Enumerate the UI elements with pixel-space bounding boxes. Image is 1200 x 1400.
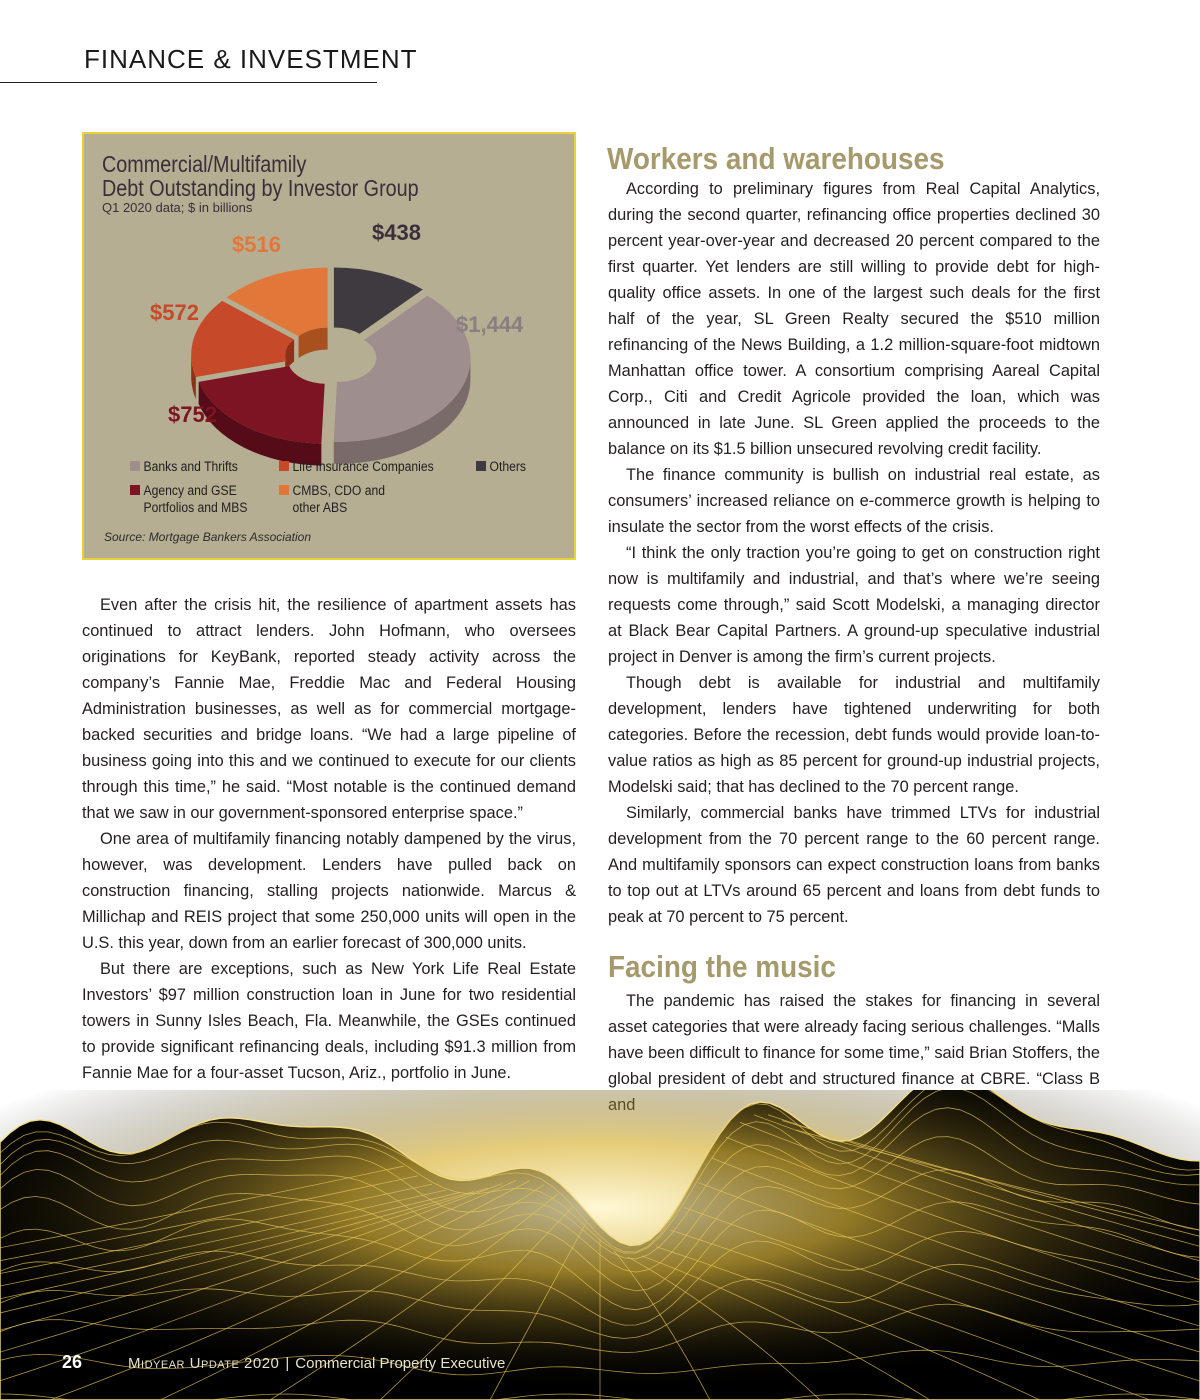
- body-paragraph: But there are exceptions, such as New York Life Real Estate Investors’ $97 million construction loan in June for two residential towers in Sunny Isles Beach, Fla. Meanwhile, the GSEs continued to provide significant refinancing deals, including $91.3 million from Fannie Mae for a four-asset Tucson, Ariz., portfolio in June.: [82, 960, 576, 1082]
- section-divider: [0, 82, 377, 83]
- magazine-name: Commercial Property Executive: [295, 1355, 506, 1372]
- chart-title-line2: Debt Outstanding by Investor Group: [102, 175, 419, 201]
- body-paragraph: The finance community is bullish on industrial real estate, as consumers’ increased reliance on e-commerce growth is helping to insulate the sector from the worst effects of the crisis.: [608, 466, 1100, 536]
- slice-value-label: $1,444: [456, 312, 524, 337]
- slice-value-label: $572: [150, 300, 199, 325]
- body-paragraph: According to preliminary figures from Real Capital Analytics, during the second quarter, refinancing office properties declined 30 percent year-over-year and decreased 20 percent compared to the first quarter. Yet lenders are still willing to provide debt for high-quality office assets. In one of the largest such deals for the first half of the year, SL Green Realty secured the $510 million refinancing of the News Building, a 1.2 million-square-foot midtown Manhattan office tower. A consortium comprising Aareal Capital Corp., Citi and Credit Agricole provided the loan, which was announced in late June. SL Green applied the proceeds to the balance on its $1.5 billion unsecured revolving credit facility.: [608, 180, 1100, 458]
- page-footer: [62, 1352, 505, 1373]
- body-paragraph: Similarly, commercial banks have trimmed LTVs for industrial development from the 70 percent range to the 60 percent range. And multifamily sponsors can expect construction loans from banks to top out at LTVs around 65 percent and loans from debt funds to peak at 70 percent to 75 percent.: [608, 804, 1100, 926]
- legend-label: Life Insurance Companies: [292, 459, 434, 474]
- slice-value-label: $438: [372, 220, 421, 245]
- chart-source: Source: Mortgage Bankers Association: [104, 530, 311, 544]
- section-header: FINANCE & INVESTMENT: [84, 44, 418, 74]
- legend-item-others: [476, 458, 532, 475]
- chart-title: [102, 152, 419, 200]
- subheading-workers: Workers and warehouses: [607, 141, 945, 176]
- legend-label-line1: CMBS, CDO and: [292, 483, 386, 498]
- subheading-facing-music: Facing the music: [608, 949, 836, 984]
- body-paragraph: Even after the crisis hit, the resilience of apartment assets has continued to attract lenders. John Hofmann, who oversees originations for KeyBank, reported steady activity across the company’s Fannie Mae, Freddie Mac and Federal Housing Administration businesses, as well as for commercial mortgage-backed securities and bridge loans. “We had a large pipeline of business going into this and we continued to execute for our clients through this time,” he said. “Most notable is the continued demand that we saw in our government-sponsored enterprise space.”: [82, 596, 576, 822]
- body-paragraph: One area of multifamily financing notably dampened by the virus, however, was development. Lenders have pulled back on construction financing, stalling projects nationwide. Marcus & Millichap and REIS project that some 250,000 units will open in the U.S. this year, down from an earlier forecast of 300,000 units.: [82, 830, 576, 952]
- right-column: [608, 176, 1100, 1118]
- chart-title-line1: Commercial/Multifamily: [102, 151, 307, 177]
- body-paragraph: The pandemic has raised the stakes for financing in several asset categories that were already facing serious challenges. “Malls have been difficult to finance for some time,” said Brian Stoffers, the global president of debt and structured finance at CBRE. “Class B: [608, 992, 1100, 1088]
- legend-label-line2: other ABS: [292, 500, 348, 515]
- slice-value-label: $516: [232, 232, 281, 257]
- legend-label: Banks and Thrifts: [143, 459, 238, 474]
- legend-label: Others: [489, 459, 526, 474]
- page-number: 26: [62, 1352, 83, 1372]
- left-column: [82, 592, 576, 1086]
- legend-item-agency: [130, 482, 261, 516]
- body-paragraph: “I think the only traction you’re going to get on construction right now is multifamily and industrial, and that’s where we’re seeing requests come through,” said Scott Modelski, a managing director at Black Bear Capital Partners. A ground-up speculative industrial project in Denver is among the firm’s current projects.: [608, 544, 1100, 666]
- donut-slice: [199, 366, 325, 444]
- legend-item-cmbs: [279, 482, 397, 516]
- slice-value-label: $752: [168, 402, 217, 427]
- legend-label-line1: Agency and GSE: [143, 483, 237, 498]
- chart-panel: [82, 132, 576, 560]
- legend-label-line2: Portfolios and MBS: [143, 500, 248, 515]
- publication-name: Midyear Update 2020: [128, 1355, 280, 1372]
- body-paragraph: Though debt is available for industrial and multifamily development, lenders have tightened underwriting for both categories. Before the recession, debt funds would provide loan-to-value ratios as high as 85 percent for ground-up industrial projects, Modelski said; that has declined to the 70 percent range.: [608, 674, 1100, 796]
- legend-item-banks: [130, 458, 250, 475]
- footer-separator: |: [285, 1355, 290, 1372]
- legend-item-life-insurance: [279, 458, 451, 475]
- chart-subtitle: Q1 2020 data; $ in billions: [102, 200, 253, 215]
